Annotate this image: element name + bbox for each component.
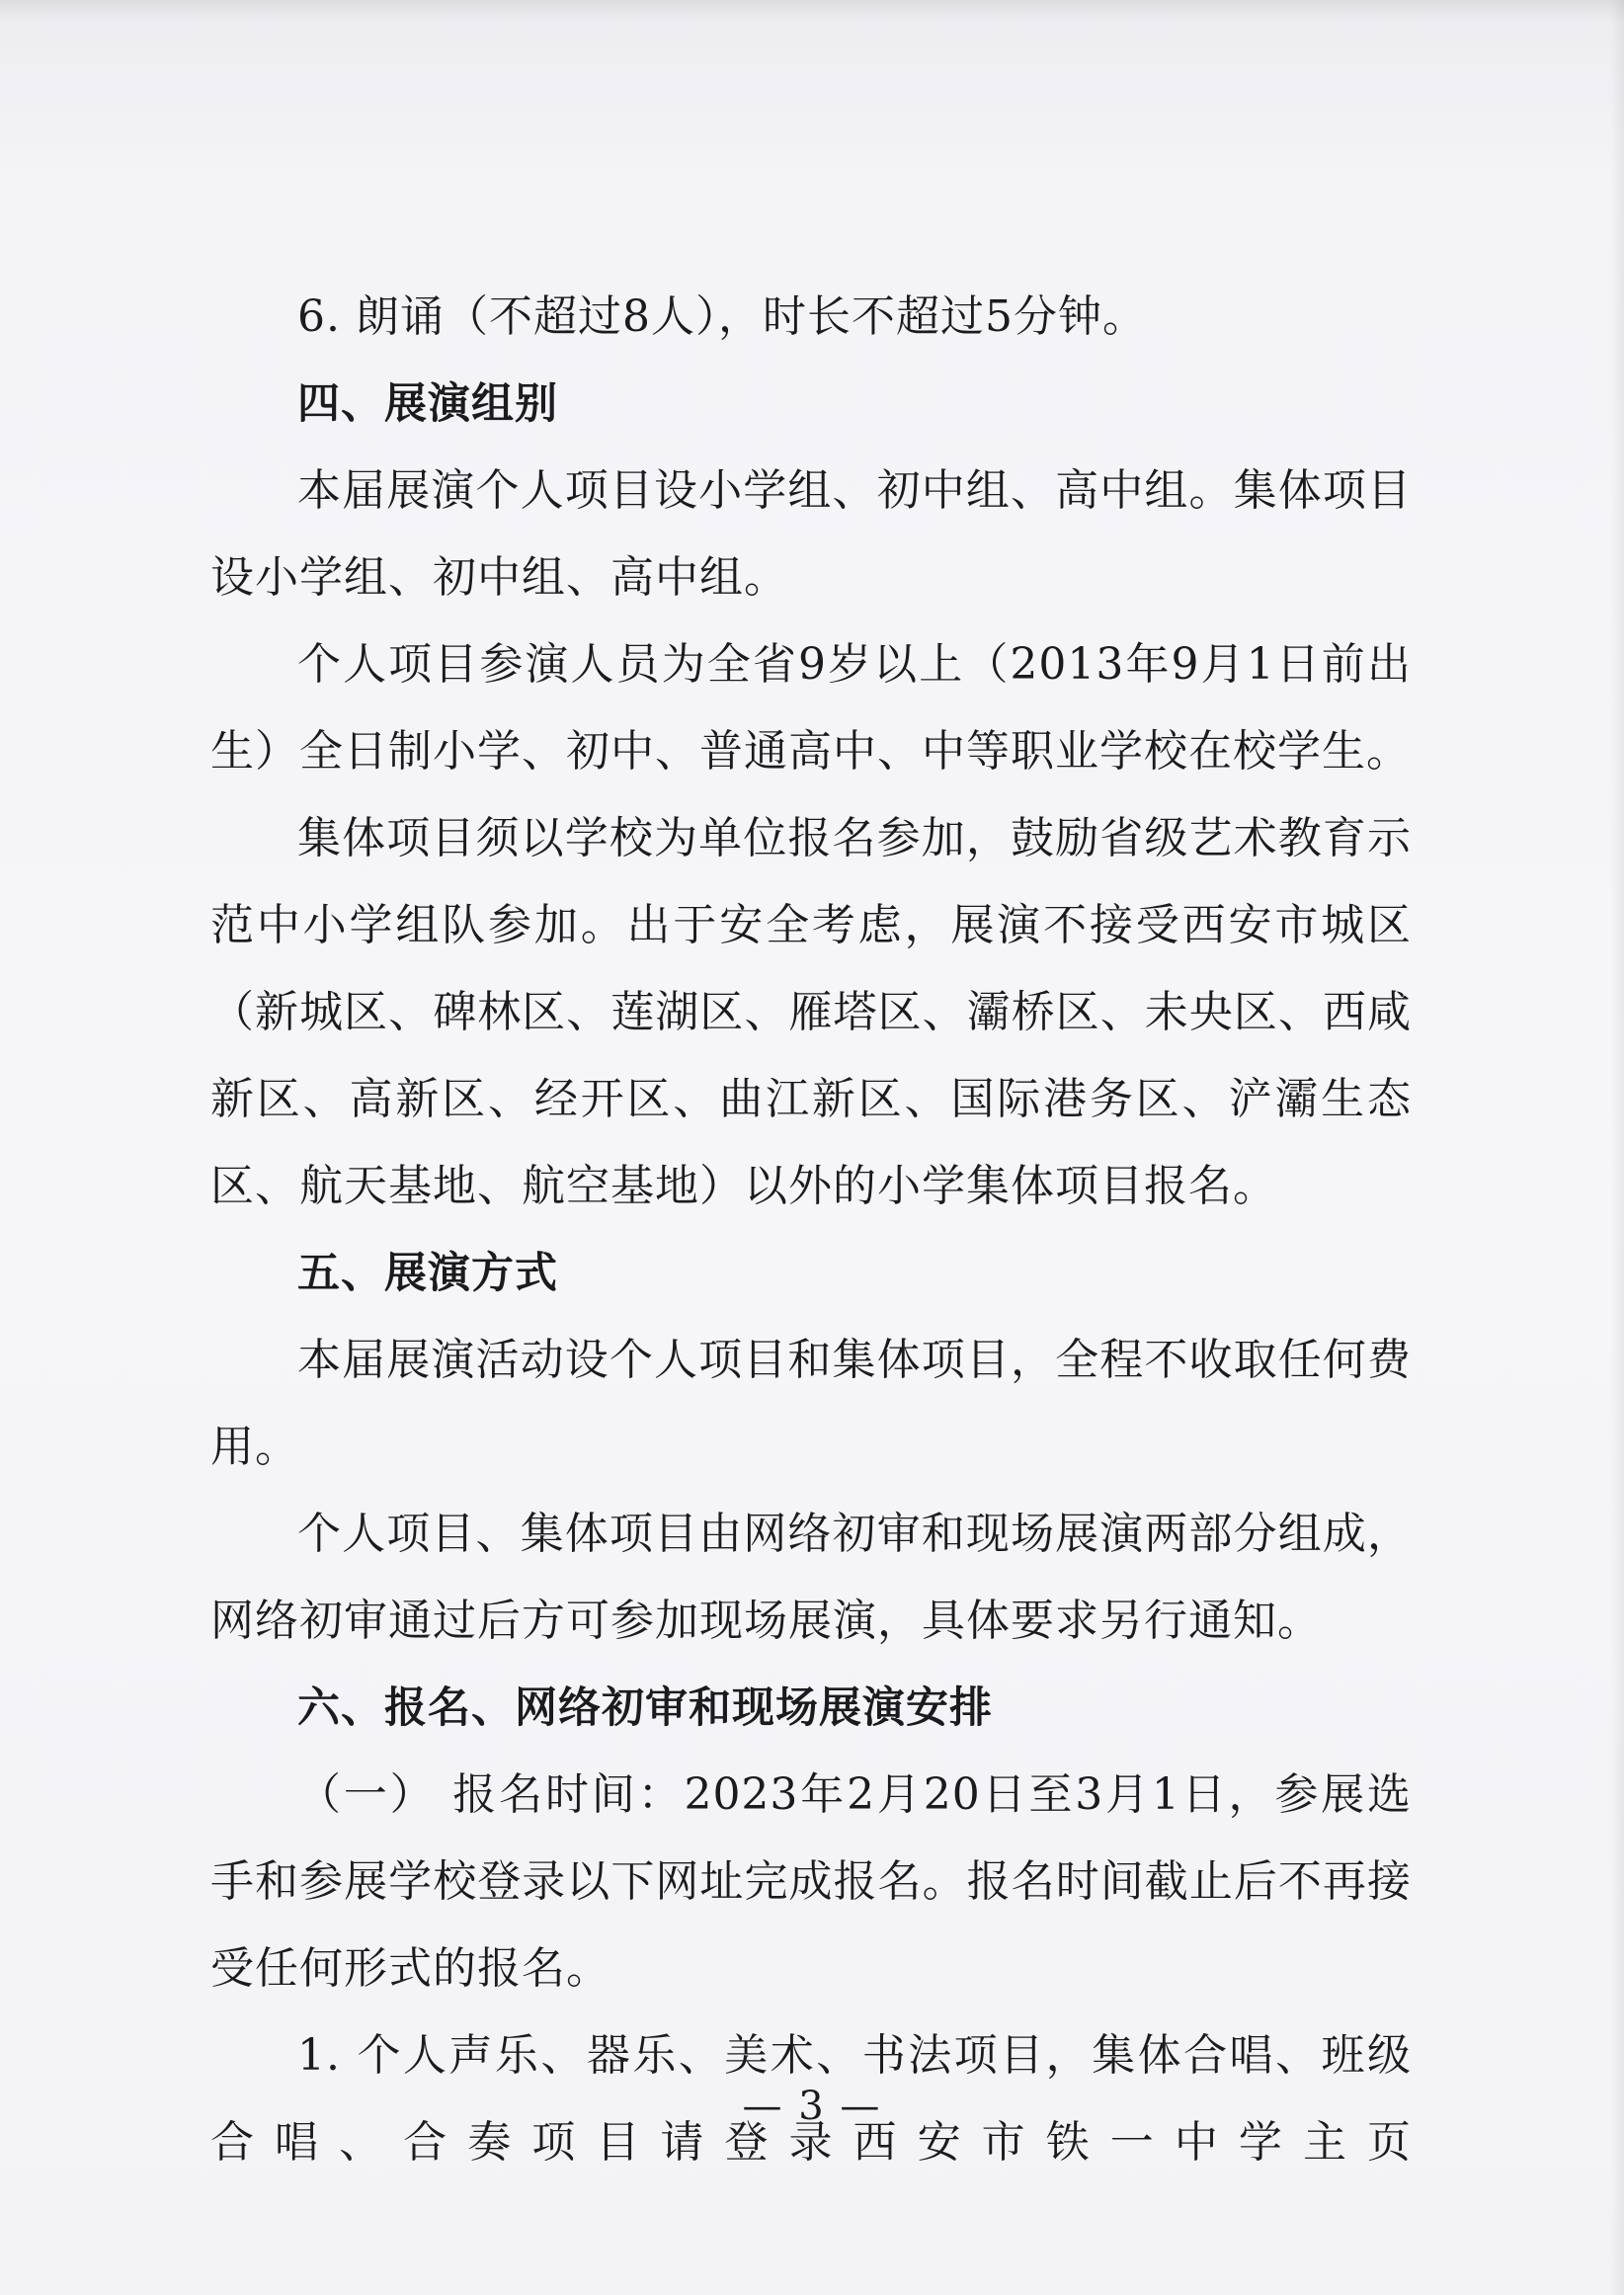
- page-number: — 3 —: [742, 2084, 882, 2129]
- paragraph-review-process: 个人项目、集体项目由网络初审和现场展演两部分组成，网络初审通过后方可参加现场展演，具体要求另行通知。: [210, 1509, 1412, 1646]
- section-heading-format: 五、展演方式: [297, 1249, 558, 1298]
- document-body: [210, 274, 1412, 2186]
- paragraph-individual-eligibility: 个人项目参演人员为全省9岁以上（2013年9月1日前出生）全日制小学、初中、普通高中、中等职业学校在校学生。: [210, 639, 1412, 777]
- paragraph-collective-eligibility: 集体项目须以学校为单位报名参加，鼓励省级艺术教育示范中小学组队参加。出于安全考虑，展演不接受西安市城区（新城区、碑林区、莲湖区、雁塔区、灞桥区、未央区、西咸新区、高新区、经开区、曲江新区、国际港务区、浐灞生态区、航天基地、航空基地）以外的小学集体项目报名。: [210, 813, 1412, 1211]
- paragraph-recitation-item: 6. 朗诵（不超过8人），时长不超过5分钟。: [297, 291, 1147, 342]
- section-heading-groups: 四、展演组别: [297, 379, 558, 429]
- paragraph-format-fees: 本届展演活动设个人项目和集体项目，全程不收取任何费用。: [210, 1335, 1412, 1472]
- paragraph-registration-website: 1. 个人声乐、器乐、美术、书法项目，集体合唱、班级合唱、合奏项目请登录西安市铁一中学主页: [210, 2030, 1412, 2168]
- paragraph-registration-time: （一） 报名时间：2023年2月20日至3月1日，参展选手和参展学校登录以下网址完成报名。报名时间截止后不再接受任何形式的报名。: [210, 1769, 1412, 1994]
- section-heading-registration: 六、报名、网络初审和现场展演安排: [297, 1683, 993, 1733]
- paragraph-group-settings: 本届展演个人项目设小学组、初中组、高中组。集体项目设小学组、初中组、高中组。: [210, 465, 1412, 603]
